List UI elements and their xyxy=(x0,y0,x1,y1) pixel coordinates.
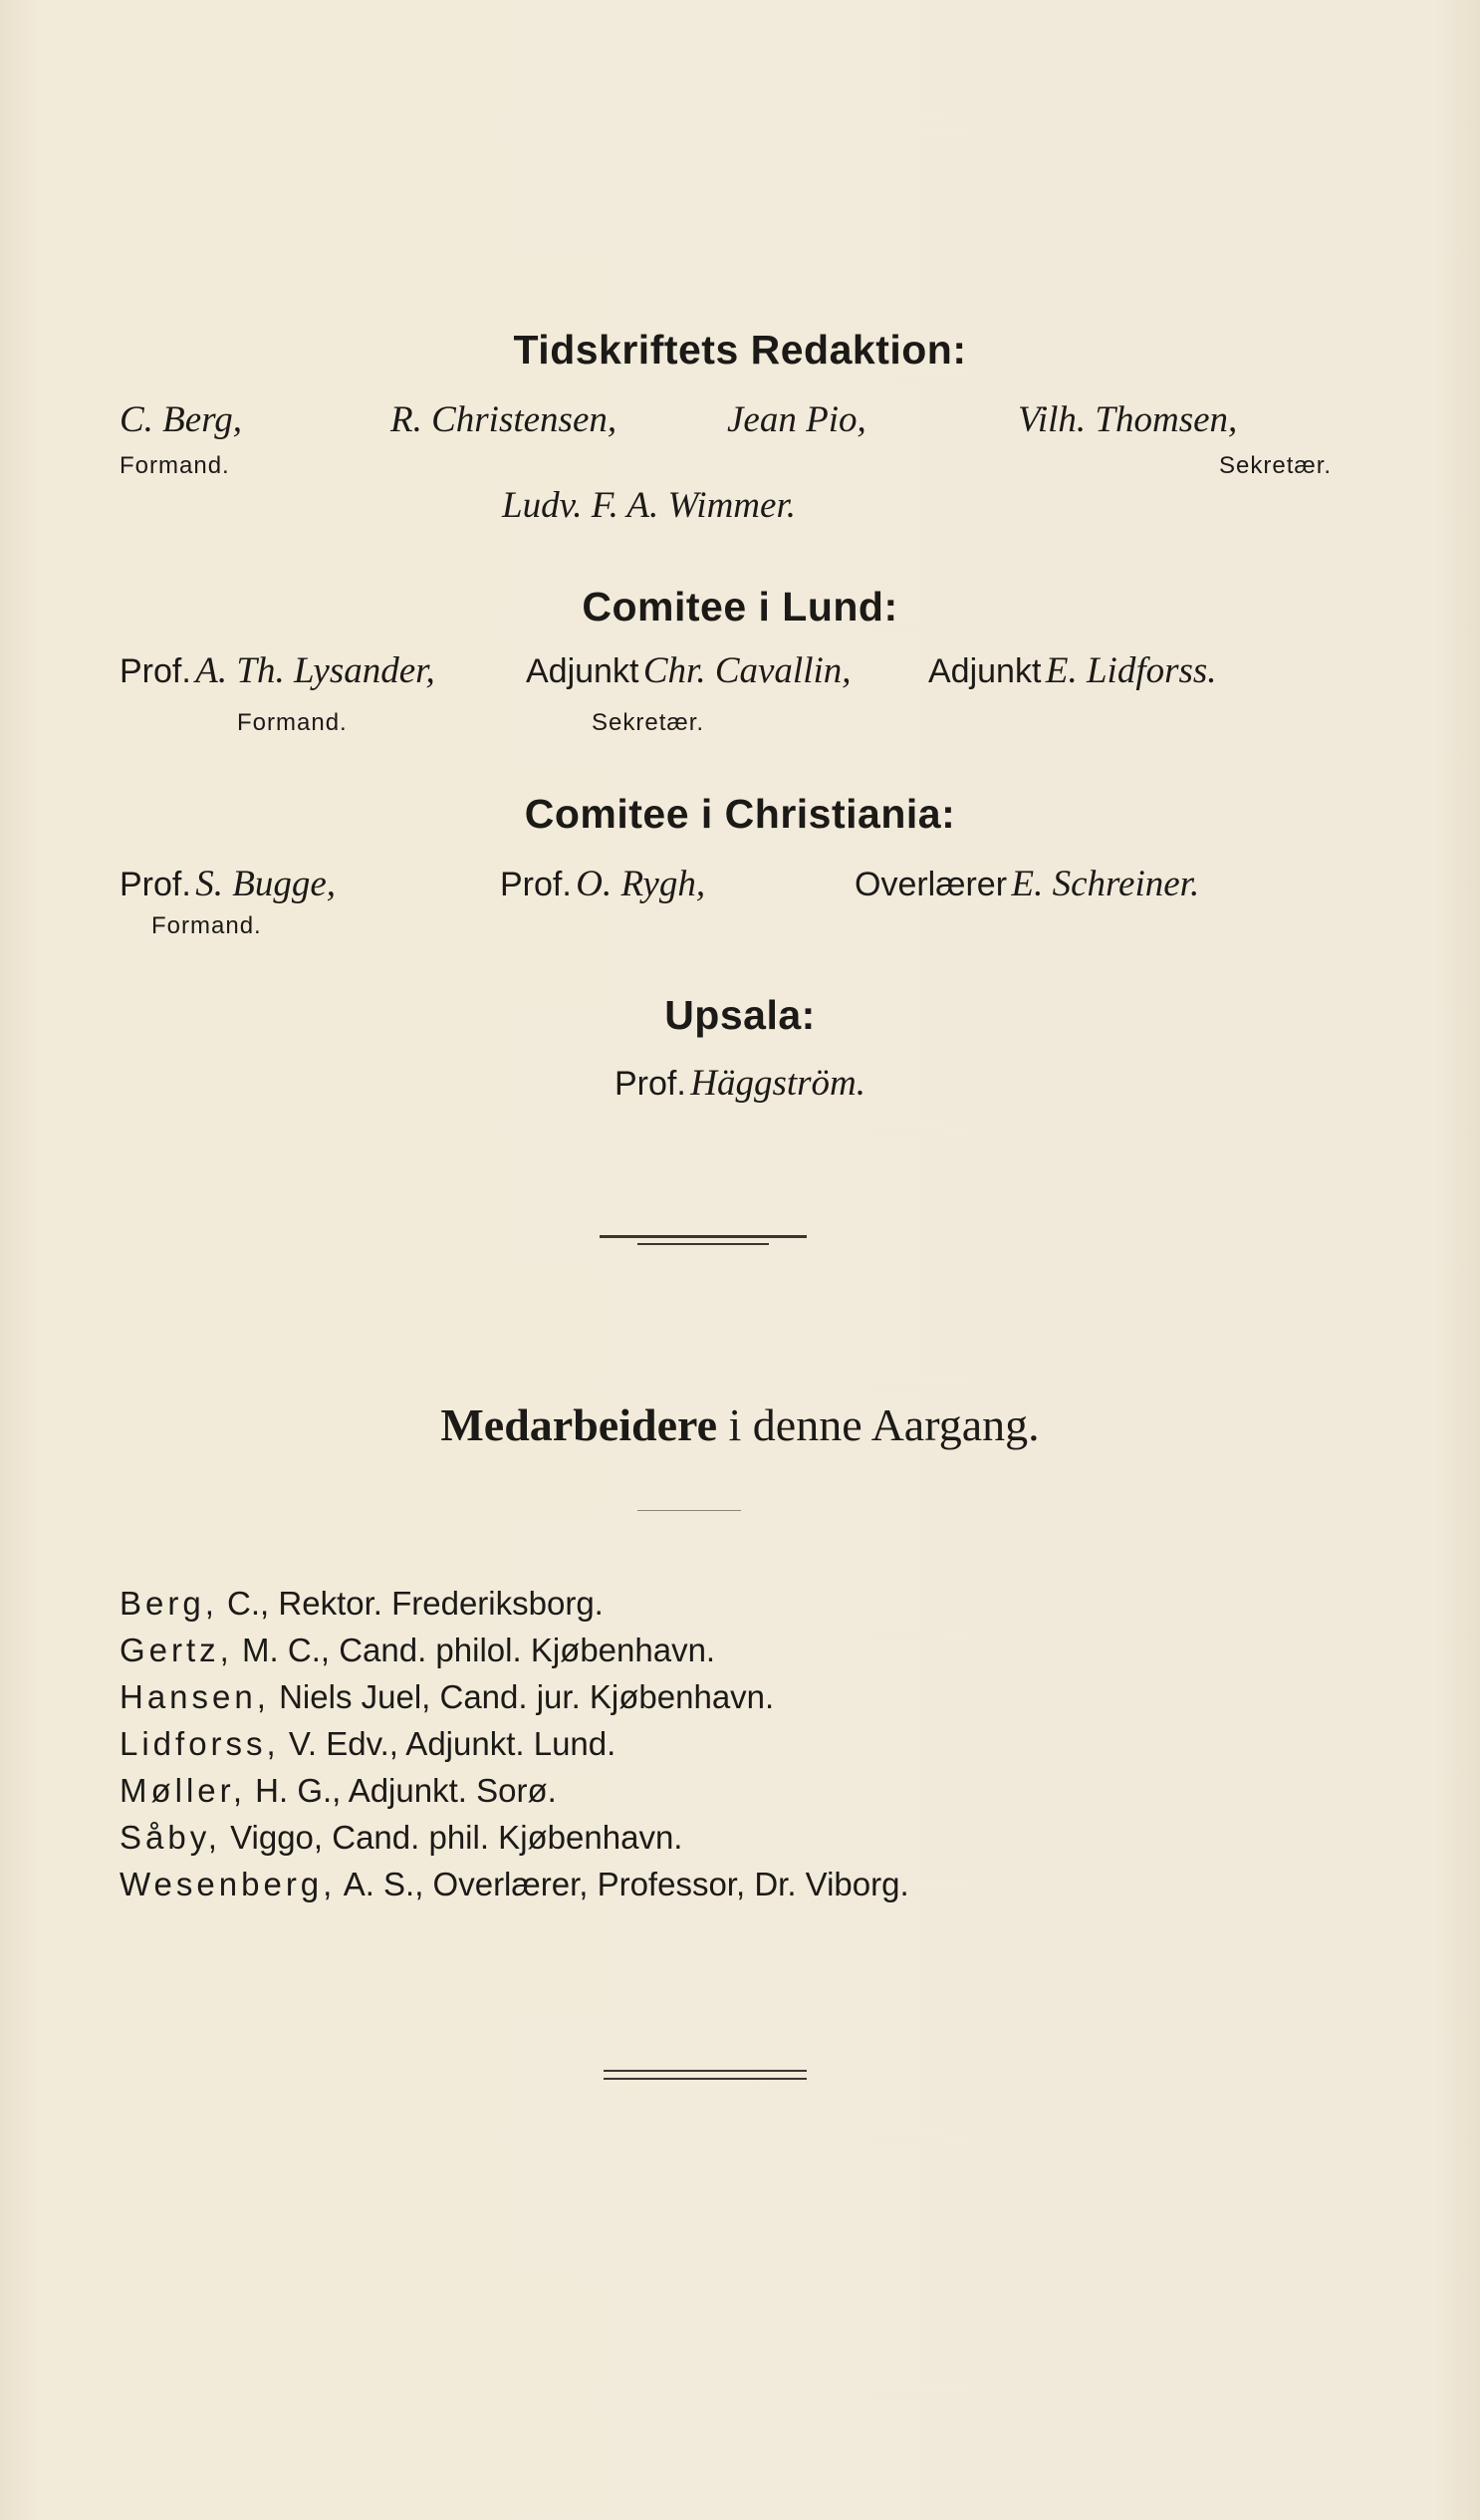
redaktion-role-formand: Formand. xyxy=(120,452,230,479)
redaktion-role-sekretaer: Sekretær. xyxy=(1219,452,1333,479)
list-item xyxy=(120,1627,909,1673)
lund-member-lysander xyxy=(120,649,435,692)
medarbeidere-list xyxy=(120,1580,909,1907)
redaktion-member-thomsen: Vilh. Thomsen, xyxy=(1018,399,1238,440)
lund-name-lysander: A. Th. Lysander, xyxy=(195,650,435,691)
entry-details: H. G., Adjunkt. Sorø. xyxy=(255,1772,557,1809)
christiania-name-bugge: S. Bugge, xyxy=(195,864,337,904)
divider-rule-bottom xyxy=(637,1243,769,1245)
medarbeidere-heading-bold: Medarbeidere xyxy=(440,1399,717,1450)
footer-rule-bottom xyxy=(604,2078,807,2080)
christiania-name-schreiner: E. Schreiner. xyxy=(1011,864,1200,904)
upsala-heading: Upsala: xyxy=(664,992,816,1038)
footer-rule-top xyxy=(604,2070,807,2072)
list-item xyxy=(120,1767,909,1814)
redaktion-heading: Tidskriftets Redaktion: xyxy=(513,327,967,373)
upsala-member xyxy=(0,1062,1480,1105)
entry-surname: Såby, xyxy=(120,1819,221,1856)
list-item xyxy=(120,1814,909,1861)
redaktion-member-wimmer: Ludv. F. A. Wimmer. xyxy=(502,485,796,526)
entry-surname: Møller, xyxy=(120,1772,246,1809)
christiania-title-prof: Prof. xyxy=(120,866,191,903)
christiania-member-rygh xyxy=(500,863,705,905)
lund-name-lidforss: E. Lidforss. xyxy=(1045,650,1217,691)
list-item xyxy=(120,1580,909,1627)
christiania-member-schreiner xyxy=(855,863,1199,905)
christiania-name-rygh: O. Rygh, xyxy=(576,864,706,904)
entry-surname: Berg, xyxy=(120,1585,218,1622)
lund-role-sekretaer: Sekretær. xyxy=(592,709,705,736)
christiania-title-prof-2: Prof. xyxy=(500,866,572,903)
lund-name-cavallin: Chr. Cavallin, xyxy=(642,650,852,691)
lund-member-cavallin xyxy=(526,649,852,692)
upsala-name-haggstrom: Häggström. xyxy=(690,1063,866,1104)
entry-surname: Gertz, xyxy=(120,1632,233,1668)
christiania-heading: Comitee i Christiania: xyxy=(524,791,956,837)
entry-details: Viggo, Cand. phil. Kjøbenhavn. xyxy=(230,1819,683,1856)
redaktion-member-berg: C. Berg, xyxy=(120,399,242,440)
medarbeidere-heading xyxy=(0,1398,1480,1451)
entry-surname: Lidforss, xyxy=(120,1725,280,1762)
divider-rule-top xyxy=(600,1235,807,1238)
list-item xyxy=(120,1673,909,1720)
upsala-title-prof: Prof. xyxy=(614,1065,686,1103)
lund-title-prof: Prof. xyxy=(120,652,191,690)
entry-details: A. S., Overlærer, Professor, Dr. Viborg. xyxy=(343,1866,909,1902)
lund-title-adjunkt-2: Adjunkt xyxy=(928,652,1042,690)
list-item xyxy=(120,1720,909,1767)
entry-details: M. C., Cand. philol. Kjøbenhavn. xyxy=(242,1632,716,1668)
lund-heading: Comitee i Lund: xyxy=(582,584,898,630)
entry-details: C., Rektor. Frederiksborg. xyxy=(227,1585,604,1622)
entry-details: Niels Juel, Cand. jur. Kjøbenhavn. xyxy=(279,1678,775,1715)
entry-surname: Wesenberg, xyxy=(120,1866,337,1902)
redaktion-member-christensen: R. Christensen, xyxy=(390,399,617,440)
divider-short xyxy=(637,1510,741,1511)
lund-role-formand: Formand. xyxy=(237,709,348,736)
entry-details: V. Edv., Adjunkt. Lund. xyxy=(288,1725,617,1762)
redaktion-member-pio: Jean Pio, xyxy=(727,399,866,440)
christiania-role-formand: Formand. xyxy=(151,912,262,939)
lund-member-lidforss xyxy=(928,649,1217,692)
list-item xyxy=(120,1861,909,1907)
christiania-title-overlaerer: Overlærer xyxy=(855,866,1008,903)
medarbeidere-heading-rest: i denne Aargang. xyxy=(728,1399,1040,1450)
lund-title-adjunkt: Adjunkt xyxy=(526,652,639,690)
christiania-member-bugge xyxy=(120,863,336,905)
entry-surname: Hansen, xyxy=(120,1678,270,1715)
